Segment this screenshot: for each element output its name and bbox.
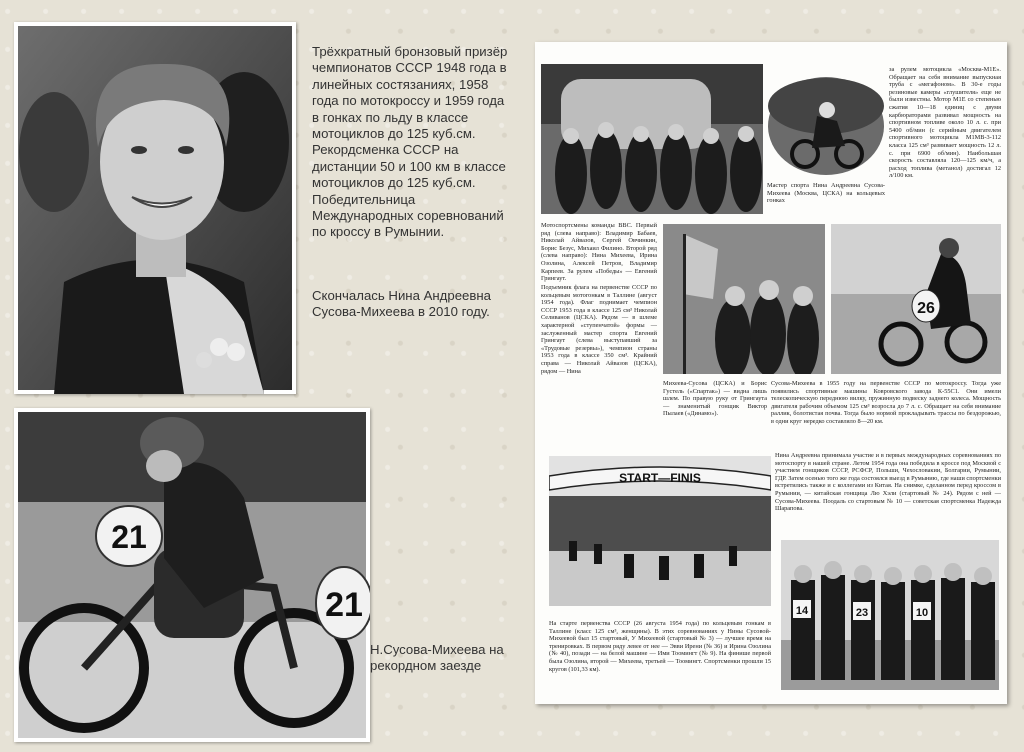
flag-text-continued: Михеева-Сусова (ЦСКА) и Борис Густель («Спартак») — видна лишь шлем. По правую руку от Грингаута — знаменитый гонщик Виктор Пылаев («Динамо»). (663, 380, 767, 418)
cross-photo (831, 224, 1001, 374)
master-round-photo (767, 76, 885, 176)
lineup-number-1: 14 (795, 605, 809, 617)
intl-text: Нина Андреевна принимала участие и в первых международных соревнованиях по мотоспорту в нашей стране. Летом 1954 года она победила в кроссе под Москвой с участием гонщиков СССР, РСФСР, Польши, Чехословакии, Болгарии, Румынии, ГДР. Затем осенью того же года состоялся выезд в Румынию, где наши спортсменки встретились также и с коллегами из Китая. На снимке, сделанном перед кроссом в Румынии, — китайская гонщица Лю Хэли (стартовый № 24). Рядом с ней — Сусова-Михеева. Поодаль со стартовым № 10 — советская спортсменка Надежда Шарапова. (775, 452, 1001, 513)
motorcycle-image (14, 408, 370, 742)
cross-text: Сусова-Михеева в 1955 году на первенстве СССР по мотокроссу. Тогда уже появились спортивные машины Ковровского завода К-55С1. Они имели телескопическую переднюю вилку, пружинную подвеску заднего колеса. Мощность двигателя рабочим объемом 125 см³ возросла до 7 л. с. Обращает на себя внимание раллик, болотистая почва. Тогда было нормой прокладывать трассы по бездорожью, в одни круг нередко составляло 8—20 км. (771, 380, 1001, 425)
motorcycle-photo (14, 408, 370, 742)
start-text: На старте первенства СССР (26 августа 1954 года) по кольцевым гонкам в Таллине (класс 125 см³, женщины). В этих соревнованиях у Нины Сусовой-Михеевой был 15 стартовый, У Михеевой (стартовый № 3) — лучшее время на тренировках. В первом ряду левее от нее — Эвви Ирени (№ 36) и Ирина Озолина (№ 40), позади — на белой машине — Ими Тоомингт (№ 9). На финише первой была Озолина, второй — Михеева, третьей — Тоомингт. Спортсменки прошли 15 кругов (101,33 км). (549, 620, 771, 673)
lineup-photo (781, 540, 999, 690)
master-caption: Мастер спорта Нина Андреевна Сусова-Михеева (Москва, ЦСКА) на кольцевых гонках (767, 182, 885, 205)
lineup-number-3: 10 (915, 607, 929, 619)
moto-text: за рулем мотоцикла «Москва-М1Е». Обращает на себя внимание выпускная труба с «мегафоном». В 30-е годы резиновые камеры «глушителя» еще не были известны. Мотор М1Е со степенью сжатия 10—18 единиц с двумя карбюраторами развивал мощность на спортивном топливе около 10 л. с. при 5400 об/мин (с серийным двигателем спортивного мотоцикла М1МВ-3-112 класса 125 см³ развивает мощность 12 л. с. при 6900 об/мин). Наибольшая скорость составляла 120—125 км/ч, а расход топлива (метанол) достигал 12 л/100 км. (889, 66, 1001, 180)
portrait-photo (14, 22, 296, 394)
team-caption: Мотоспортсмены команды ВВС. Первый ряд (слева направо): Владимир Бабаев, Николай Айвазов, Сергей Овчинкин, Борис Безус, Михаил Филино. Второй ряд (слева направо): Нина Михеева, Ирина Озолина, Алексей Петров, Владимир Карпеев. За рулем «Победы» — Евгений Грингаут. (541, 222, 657, 283)
death-note: Скончалась Нина Андреевна Сусова-Михеева в 2010 году. (312, 288, 491, 320)
flag-text: Подъемник флага на первенстве СССР по кольцевым мотогонкам в Таллине (август 1954 года). Флаг поднимает чемпион СССР 1953 года в классе 125 см³ Николай Селиванов (ЦСКА). Рядом — в шлеме характерной «ступенчатой» формы — заслуженный мастер спорта Евгений Грингаут (слева выступавший за «Трудовые резервы»), чемпион страны 1953 года в классе 350 см³. Крайний справа — Николай Айвазов (ЦСКА), рядом — Нина (541, 284, 657, 375)
bio-text: Трёхкратный бронзовый призёр чемпионатов СССР 1948 года в линейных состязаниях, 1958 года по мотокроссу и 1959 года в гонках по льду в классе мотоциклов до 125 куб.см. Рекордсменка СССР на дистанции 50 и 100 км в классе мотоциклов до 125 куб.см. Победительница Международных соревнований по кроссу в Румынии. (312, 44, 508, 240)
photo2-caption: Н.Сусова-Михеева на рекордном заезде (370, 642, 504, 674)
team-photo (541, 64, 763, 214)
front-number-plate: 21 (111, 519, 147, 555)
flag-photo (663, 224, 825, 374)
newspaper-clipping (535, 42, 1007, 704)
side-number-plate: 21 (325, 586, 363, 624)
portrait-image (14, 22, 296, 394)
cross-bike-number: 26 (917, 300, 935, 317)
lineup-number-2: 23 (855, 607, 869, 619)
start-finish-banner: START—FINIS (619, 471, 701, 485)
start-photo (549, 456, 771, 606)
